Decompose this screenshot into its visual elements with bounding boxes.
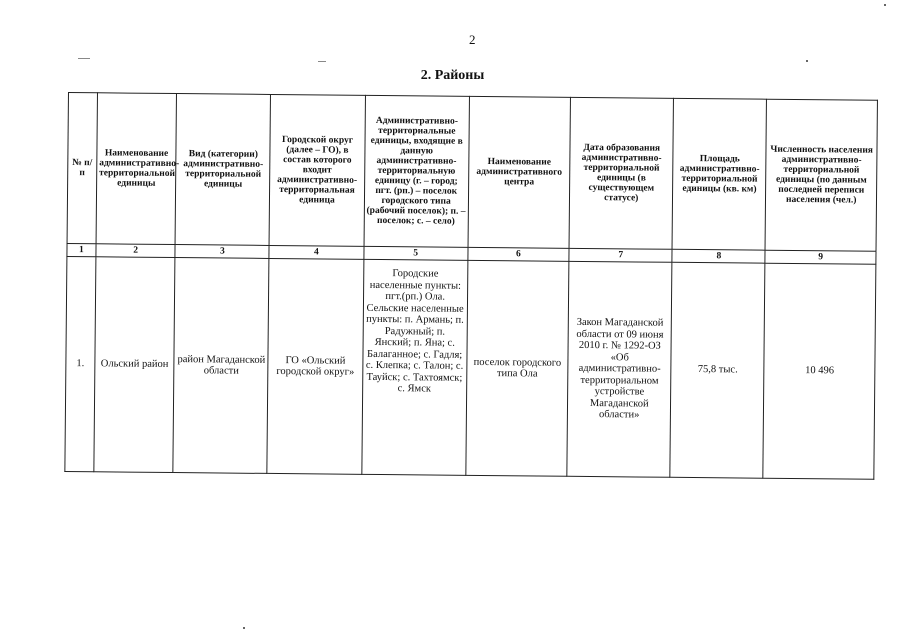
header-cell: Площадь административно-территориальной единицы (кв. км) (672, 98, 766, 250)
header-cell: Наименование административного центра (468, 96, 571, 248)
column-number: 3 (175, 245, 269, 259)
header-cell: Численность населения административно-территориальной единицы (по данным последней переписи населения (чел.) (765, 99, 877, 251)
population: 10 496 (763, 263, 876, 479)
unit-kind: район Магаданской области (173, 258, 269, 474)
page-number: 2 (469, 32, 476, 47)
scan-speck (806, 60, 808, 62)
header-cell: Дата образования административно-территориальной единицы (в существующем статусе) (569, 97, 674, 249)
table-row (65, 256, 876, 479)
column-number: 9 (765, 250, 876, 264)
urban-okrug: ГО «Ольский городской округ» (267, 258, 363, 474)
scan-mark (318, 61, 326, 62)
scan-speck (884, 4, 886, 6)
table-header-row (67, 93, 877, 252)
header-cell: Административно-территориальные единицы, входящие в данную административно-территориальную единицу (г. – город; пгт. (рп.) – поселок городского типа (рабочий поселок); п. – поселок; с. – село) (364, 95, 470, 247)
header-cell: Наименование административно-территориальной единицы (96, 93, 177, 245)
column-number: 5 (363, 246, 467, 260)
admin-center: поселок городского типа Ола (466, 260, 569, 476)
column-number: 1 (67, 243, 96, 256)
scan-mark (78, 58, 90, 59)
column-number: 2 (96, 244, 176, 258)
area: 75,8 тыс. (670, 262, 765, 478)
header-cell: Городской округ (далее – ГО), в состав которого входит административно-территориальная единица (270, 94, 365, 246)
included-units: Городские населенные пункты: пгт.(рп.) Ола. Сельские населенные пункты: п. Армань; п. Радужный; п. Янский; п. Яна; с. Балаганное; с. Гадля; с. Клепка; с. Талон; с. Тауйск; с. Тахтоямск; с. Ямск (361, 259, 467, 475)
scan-speck (243, 627, 245, 629)
column-number: 8 (672, 249, 765, 263)
row-number: 1. (65, 256, 96, 471)
column-number: 6 (468, 247, 569, 261)
header-cell: Вид (категории) административно-территориальной единицы (176, 94, 271, 246)
header-cell: № п/п (67, 93, 97, 244)
districts-table (64, 92, 878, 480)
unit-name: Ольский район (94, 257, 176, 473)
formation-date: Закон Магаданской области от 09 июня 2010 г. № 1292-ОЗ «Об административно-территориальном устройстве Магаданской области» (567, 261, 672, 477)
column-number: 7 (569, 248, 672, 262)
column-number: 4 (269, 245, 363, 259)
section-title: 2. Районы (420, 68, 485, 83)
